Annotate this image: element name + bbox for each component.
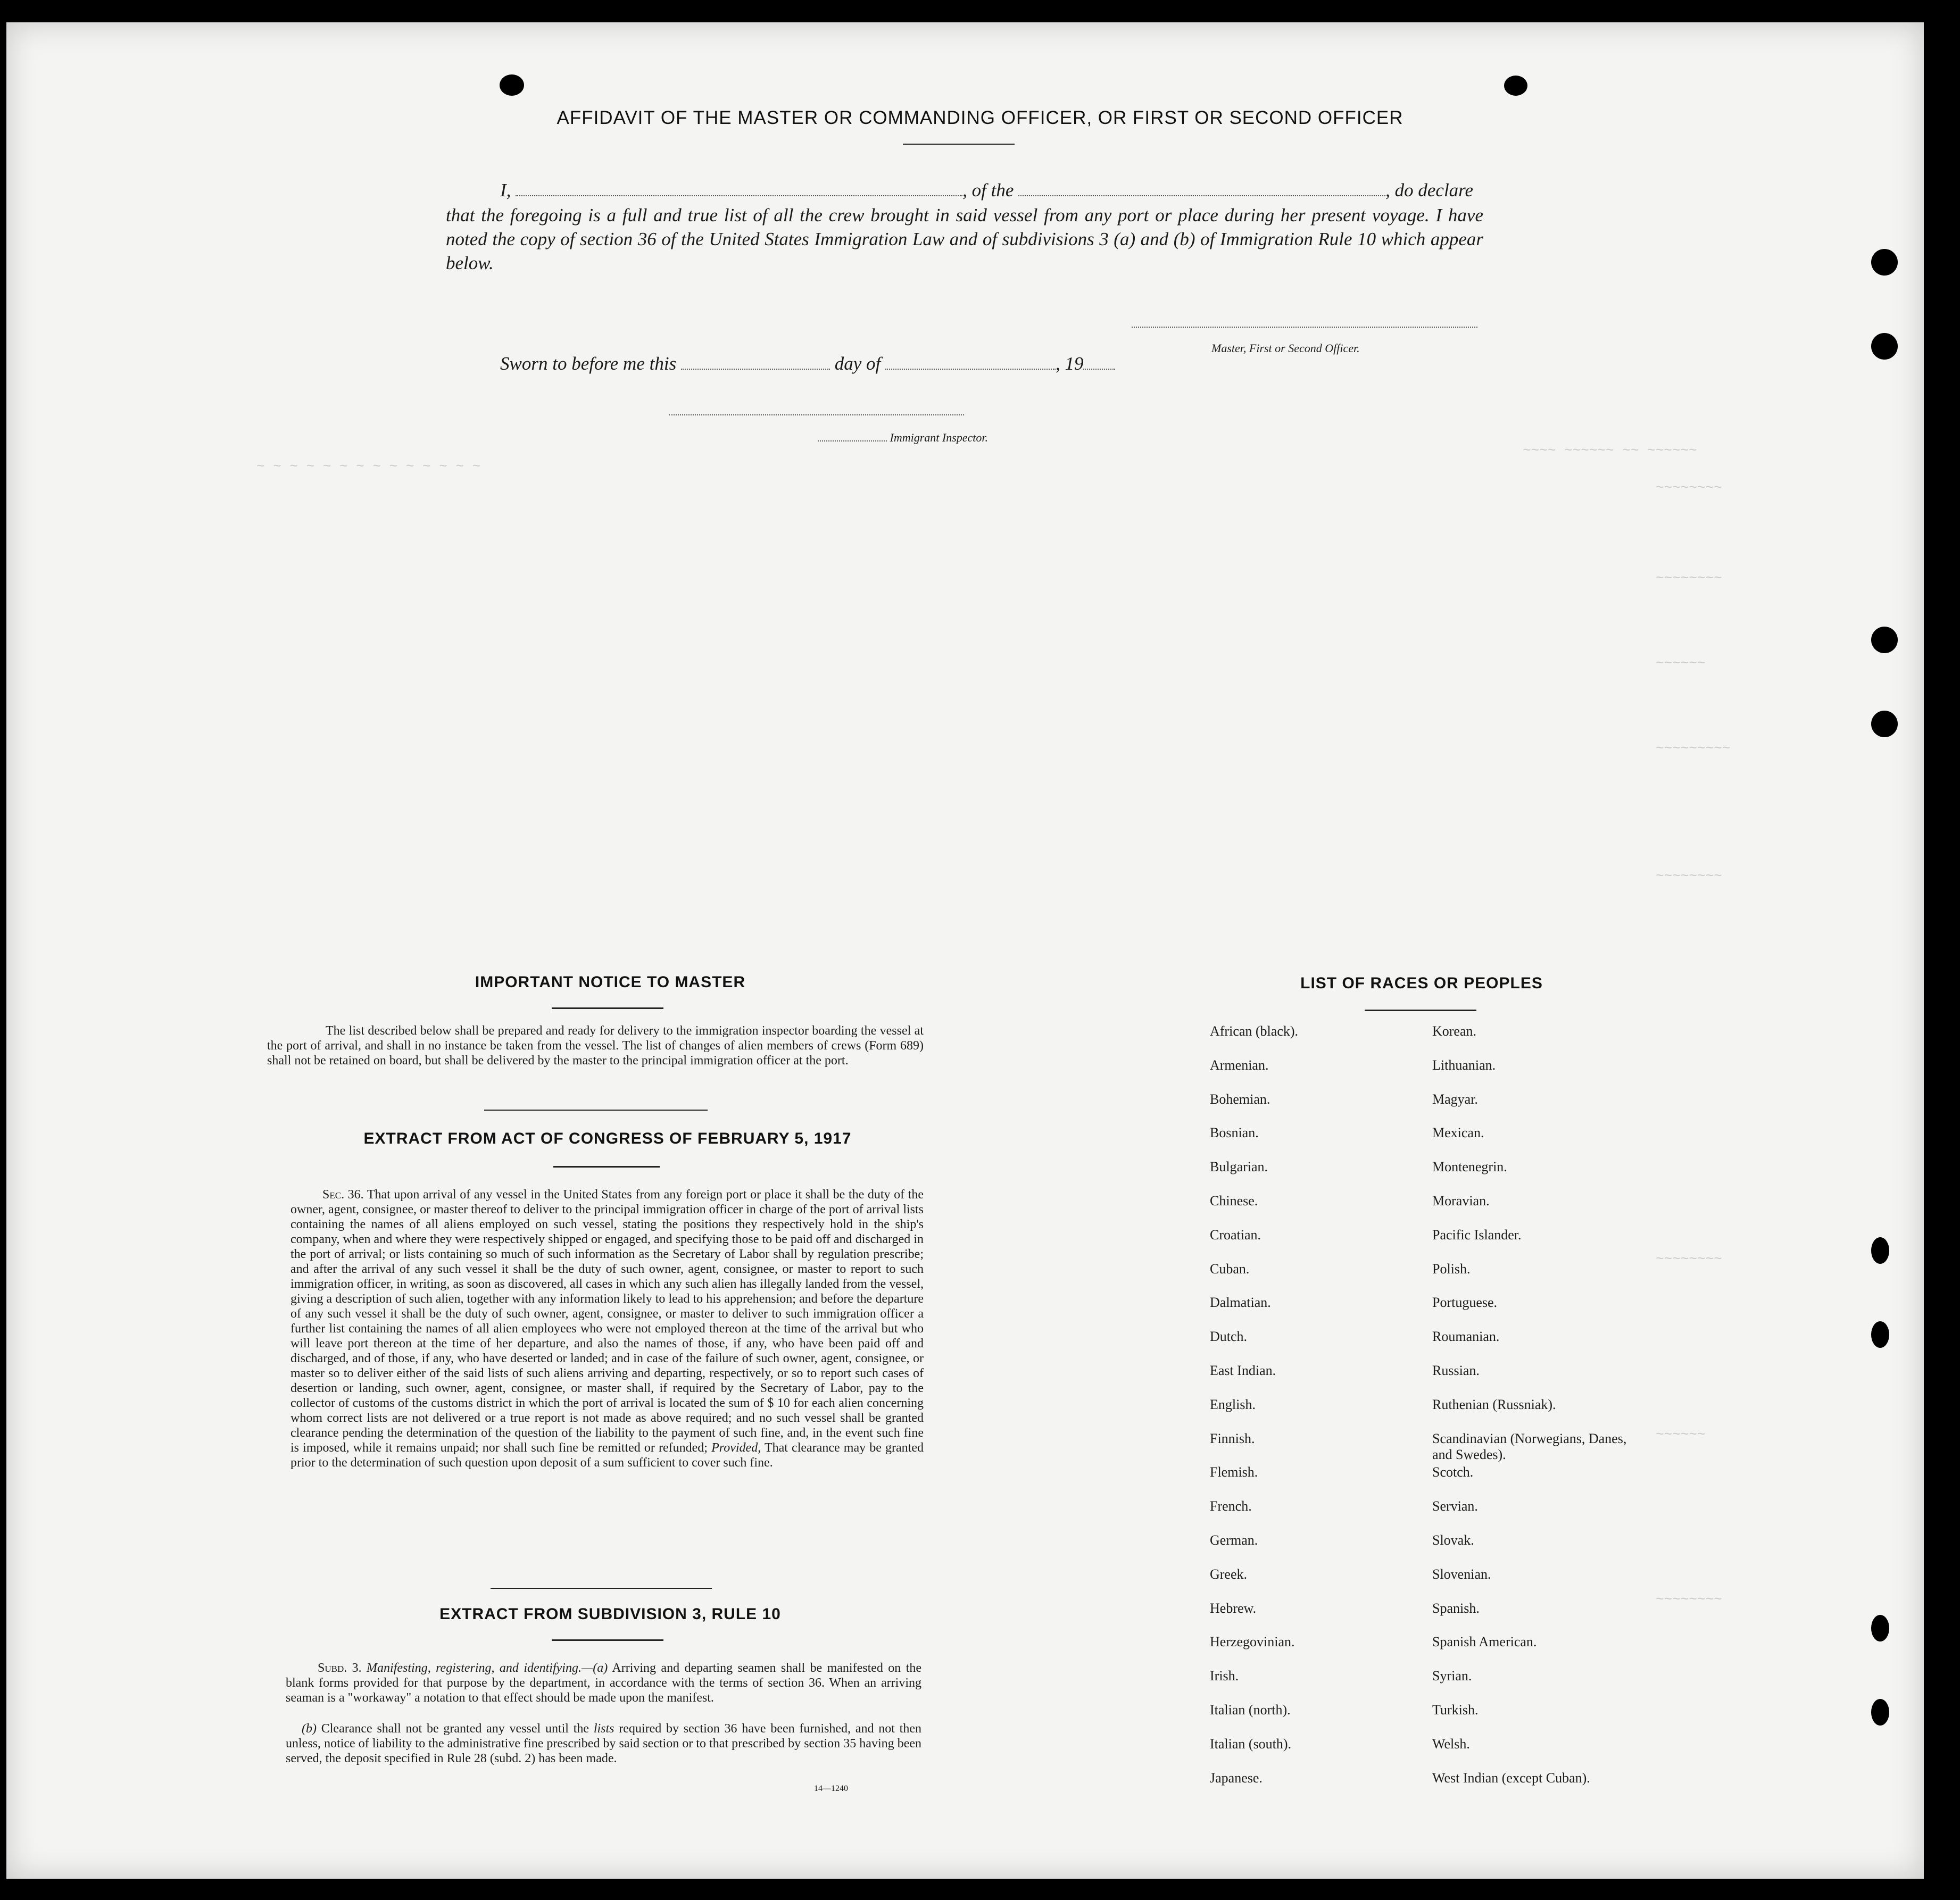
punch-hole-right-1 [1871, 249, 1898, 276]
notice-divider [484, 1110, 708, 1111]
punch-hole-top-left [500, 74, 524, 96]
race-item: Ruthenian (Russniak). [1432, 1396, 1556, 1412]
act-provided-label: Provided, [711, 1441, 761, 1455]
notice-title: IMPORTANT NOTICE TO MASTER [475, 973, 746, 991]
races-right-column [1432, 1023, 1634, 1804]
race-item: Turkish. [1432, 1702, 1479, 1718]
rule-b-text-1: Clearance shall not be granted any vessel until the [321, 1722, 589, 1736]
vessel-name-field[interactable] [1018, 195, 1385, 196]
act-title: EXTRACT FROM ACT OF CONGRESS OF FEBRUARY 5, 1917 [363, 1130, 852, 1147]
punch-hole-top-right [1504, 76, 1527, 96]
race-item: Japanese. [1210, 1770, 1263, 1786]
race-item: Montenegrin. [1432, 1159, 1507, 1175]
race-item: Servian. [1432, 1498, 1478, 1514]
race-item: Syrian. [1432, 1668, 1472, 1684]
punch-hole-right-2 [1871, 333, 1898, 360]
rule-body-b [286, 1721, 921, 1766]
document-page: ~ ~ ~ ~ ~ ~ ~ ~ ~ ~ ~ ~ ~ ~ ~~~~ ~~~~~~ ~~ ~~~~~~ ~~~~~~~~ ~~~~~~~~ ~~~~~~ ~~~~~~~~~ ~~~~~~~~ ~~~~~~~~ ~~~~~~ ~~~~~~~~ AFFIDAVIT OF THE MASTER OR COMMANDING OFFICER, OR FIRST OR SECOND OFFICER I, , of the , do declare that the foregoing is a full and true list of all the crew brought in said vessel from any port or place during her present voyage. I have noted the copy of section 36 of the United States Immigration Law and of subdivisions 3 (a) and (b) of Immigration Rule 10 which appear below. Master, First or Second Officer. Sworn to before me this day of , 19 Immigrant Inspector. IMPORTANT NOTICE TO MASTER The list described below shall be prepared and ready for delivery to the immigration inspector boarding the vessel at the port of arrival, and shall in no instance be taken from the vessel. The list of changes of alien members of crews (Form 689) shall not be retained on board, but shall be delivered by the master to the principal immigration officer at the port. EXTRACT FROM ACT OF CONGRESS OF FEBRUARY 5, 1917 Sec. 36. That upon arrival of any vessel in the United States from any foreign port or place it shall be the duty of the owner, agent, consignee, or master thereof to deliver to the principal immigration officer in charge of the port of arrival lists containing the names of all aliens employed on such vessel, stating the positions they respectively hold in the ship's company, when and where they were respectively shipped or engaged, and specifying those to be paid off and discharged in the port of arrival; or lists containing so much of such information as the Secretary of Labor shall by regulation prescribe; and after the arrival of any such vessel it shall be the duty of such owner, agent, consignee, or master to report to such immigration officer, in writing, as soon as discovered, all cases in which any such alien has illegally landed from the vessel, giving a description of such alien, together with any information likely to lead to his apprehension; and before the departure of any such vessel it shall be the duty of such owner, agent, consignee, or master to deliver to such immigration officer a further list containing the names of all alien employees who were not employed thereon at the time of the arrival but who will leave port thereon at the time of her departure, and also the names of those, if any, who have been paid off and discharged, and of those, if any, who have deserted or landed; and in case of the failure of such owner, agent, consignee, or master so to deliver either of the said lists of such aliens arriving and departing, respectively, or so to report such cases of desertion or landing, such owner, agent, consignee, or master shall, if required by the Secretary of Labor, pay to the collector of customs of the customs district in which the port of arrival is located the sum of $ 10 for each alien concerning whom correct lists are not delivered or a true report is not made as above required; and no such vessel shall be granted clearance pending the determination of the question of the liability to the payment of such fine, and, in the event such fine is imposed, while it remains unpaid; nor shall such fine be remitted or refunded; Provided, That clearance may be granted prior to the determination of such question upon deposit of a sum sufficient to cover such fine. EXTRACT FROM SUBDIVISION 3, RULE 10 Subd. 3. Manifesting, registering, and identifying.—(a) Arriving and departing seamen shall be manifested on the blank forms provided for that purpose by the department, in accordance with the terms of section 36. When an arriving seaman is a "workaway" a notation to that effect should be made upon the manifest. (b) Clearance shall not be granted any vessel until the lists required by section 36 have been furnished, and not then unless, notice of liability to the administrative fine prescribed by said section or to that prescribed by section 35 having been served, the deposit specified in Rule 28 (subd. 2) has been made. 14—1240 LIST OF RACES OR PEOPLES African (black). Armenian. Bohemian. Bosnian. Bulgarian. Chinese. Croatian. Cuban. Dalmatian. Dutch. East Indian. English. Finnish. Flemish. French. German. Greek. Hebrew. Herzegovinian. Irish. Italian (north). Italian (south). Japanese. Korean. Lithuanian. Magyar. Mexican. Montenegrin. Moravian. Pacific Islander. Polish. Portuguese. Roumanian. Russian. Ruthenian (Russniak). Scandinavian (Norwegians, Danes, and Swedes). Scotch. Servian. Slovak. Slovenian. Spanish. Spanish American. Syrian. Turkish. Welsh. West Indian (except Cuban). [6, 22, 1924, 1879]
race-item: Flemish. [1210, 1464, 1258, 1480]
sworn-month-field[interactable] [885, 369, 1056, 370]
race-item: West Indian (except Cuban). [1432, 1770, 1590, 1786]
master-signature-label: Master, First or Second Officer. [1211, 341, 1360, 355]
sworn-day-field[interactable] [681, 369, 830, 370]
race-item: Lithuanian. [1432, 1057, 1496, 1073]
affidavit-i-label: I, [500, 180, 511, 201]
race-item: Croatian. [1210, 1227, 1261, 1243]
punch-hole-right-7 [1871, 1615, 1889, 1641]
race-item: German. [1210, 1532, 1258, 1548]
act-provided-text: That clearance may be granted prior to the determination of such question upon deposit of a sum sufficient to cover such fine. [290, 1441, 924, 1470]
sworn-label: Sworn to before me this [500, 353, 677, 374]
race-item: Cuban. [1210, 1261, 1250, 1277]
race-item: Bulgarian. [1210, 1159, 1268, 1175]
punch-hole-right-4 [1871, 711, 1898, 737]
race-item: Armenian. [1210, 1057, 1269, 1073]
race-item: Spanish. [1432, 1600, 1480, 1616]
punch-hole-right-8 [1871, 1699, 1889, 1726]
punch-hole-right-3 [1871, 627, 1898, 653]
affidavit-title-rule [903, 144, 1015, 145]
rule-b-lists: lists [593, 1722, 614, 1736]
notice-title-rule [552, 1007, 663, 1009]
race-item: Polish. [1432, 1261, 1471, 1277]
rule-b-text-2: required by section 36 have been furnished, and not then unless, notice of liability to the administrative fine prescribed by said section or to that prescribed by section 35 having been served, the deposit specified in Rule 28 (subd. 2) has been made. [286, 1722, 921, 1765]
inspector-label-text: Immigrant Inspector. [890, 431, 989, 444]
day-of-label: day of [834, 353, 881, 374]
race-item: Roumanian. [1432, 1329, 1500, 1345]
race-item: Scandinavian (Norwegians, Danes, and Swedes). [1432, 1430, 1627, 1462]
races-left-column [1210, 1023, 1401, 1804]
notice-body: The list described below shall be prepared and ready for delivery to the immigration inspector boarding the vessel at the port of arrival, and shall in no instance be taken from the vessel. The list of changes of alien members of crews (Form 689) shall not be retained on board, but shall be delivered by the master to the principal immigration officer at the port. [267, 1024, 924, 1068]
race-item: Welsh. [1432, 1736, 1470, 1752]
race-item: English. [1210, 1396, 1256, 1412]
race-item: Mexican. [1432, 1125, 1484, 1141]
race-item: Finnish. [1210, 1430, 1255, 1446]
race-item: Dutch. [1210, 1329, 1248, 1345]
rule-b-label: (b) [302, 1722, 317, 1736]
affidavit-declaration-line [500, 180, 1484, 201]
race-item: Dalmatian. [1210, 1295, 1271, 1311]
rule-subd-label: Subd. 3. [318, 1661, 362, 1675]
form-number: 14—1240 [814, 1784, 848, 1793]
year-label: , 19 [1055, 353, 1084, 374]
rule-title: EXTRACT FROM SUBDIVISION 3, RULE 10 [439, 1605, 781, 1623]
master-signature-field[interactable] [1132, 326, 1477, 328]
race-item: Hebrew. [1210, 1600, 1257, 1616]
race-item: Spanish American. [1432, 1634, 1537, 1650]
races-title-rule [1365, 1010, 1476, 1011]
race-item: Bohemian. [1210, 1091, 1270, 1107]
race-item: Scotch. [1432, 1464, 1474, 1480]
race-item: Portuguese. [1432, 1295, 1498, 1311]
race-item: Magyar. [1432, 1091, 1478, 1107]
race-item: French. [1210, 1498, 1252, 1514]
act-title-rule [553, 1166, 660, 1168]
race-item: Russian. [1432, 1362, 1480, 1378]
rule-subd-heading: Manifesting, registering, and identifying.—(a) [367, 1661, 608, 1675]
affidavit-of-label: , of the [962, 180, 1014, 201]
race-item: African (black). [1210, 1023, 1299, 1039]
punch-hole-right-5 [1871, 1237, 1889, 1264]
race-item: Korean. [1432, 1023, 1477, 1039]
act-body [290, 1187, 924, 1470]
rule-body-a [286, 1661, 921, 1705]
inspector-label [818, 431, 988, 445]
affidavit-declare-label: , do declare [1385, 180, 1474, 201]
race-item: Greek. [1210, 1566, 1248, 1582]
race-item: Pacific Islander. [1432, 1227, 1522, 1243]
race-item: Italian (north). [1210, 1702, 1291, 1718]
race-item: Italian (south). [1210, 1736, 1292, 1752]
act-section-text: That upon arrival of any vessel in the United States from any foreign port or place it shall be the duty of the owner, agent, consignee, or master thereof to deliver to the principal immigration officer in charge of the port of arrival lists containing the names of all aliens employed on such vessel, stating the positions they respectively hold in the ship's company, when and where they were respectively shipped or engaged, and specifying those to be paid off and discharged in the port of arrival; or lists containing so much of such information as the Secretary of Labor shall by regulation prescribe; and after the arrival of any such vessel it shall be the duty of such owner, agent, consignee, or master to report to such immigration officer, in writing, as soon as discovered, all cases in which any such alien has illegally landed from the vessel, giving a description of such alien, together with any information likely to lead to his apprehension; and before the departure of any such vessel it shall be the duty of such owner, agent, consignee, or master to deliver to such immigration officer a further list containing the names of all alien employees who were not employed thereon at the time of the arrival but who will leave port thereon at the time of her departure, and also the names of those, if any, who have been paid off and discharged, and of those, if any, who have deserted or landed; and in case of the failure of such owner, agent, consignee, or master so to deliver either of the said lists of such aliens arriving and departing, respectively, or so to report such cases of desertion or landing, such owner, agent, consignee, or master shall, if required by the Secretary of Labor, pay to the collector of customs of the customs district in which the port of arrival is located the sum of $ 10 for each alien concerning whom correct lists are not delivered or a true report is not made as above required; and no such vessel shall be granted clearance pending the determination of the question of the liability to the payment of such fine, and, in the event such fine is imposed, while it remains unpaid; nor shall such fine be remitted or refunded; [290, 1188, 924, 1455]
race-item: Irish. [1210, 1668, 1239, 1684]
sworn-line [500, 353, 1115, 374]
affidavit-body: that the foregoing is a full and true list of all the crew brought in said vessel from any port or place during her present voyage. I have noted the copy of section 36 of the United States Immigration Law and of subdivisions 3 (a) and (b) of Immigration Rule 10 which appear below. [446, 205, 1483, 273]
race-item: Chinese. [1210, 1193, 1258, 1209]
race-item: Bosnian. [1210, 1125, 1259, 1141]
race-item: East Indian. [1210, 1362, 1276, 1378]
race-item: Slovenian. [1432, 1566, 1491, 1582]
race-item: Herzegovinian. [1210, 1634, 1295, 1650]
sworn-year-field[interactable] [1083, 369, 1115, 370]
inspector-signature-field[interactable] [669, 413, 964, 415]
officer-name-field[interactable] [516, 195, 962, 196]
race-item: Slovak. [1432, 1532, 1474, 1548]
act-divider [491, 1588, 712, 1589]
affidavit-title: AFFIDAVIT OF THE MASTER OR COMMANDING OFFICER, OR FIRST OR SECOND OFFICER [557, 107, 1403, 128]
races-title: LIST OF RACES OR PEOPLES [1300, 974, 1543, 992]
act-section-label: Sec. 36. [322, 1188, 364, 1202]
rule-body-a-text: Arriving and departing seamen shall be manifested on the blank forms provided for that purpose by the department, in accordance with the terms of section 36. When an arriving seaman is a "workaway" a notation to that effect should be made upon the manifest. [286, 1661, 922, 1705]
race-item: Moravian. [1432, 1193, 1490, 1209]
punch-hole-right-6 [1871, 1321, 1889, 1348]
rule-title-rule [552, 1639, 663, 1641]
